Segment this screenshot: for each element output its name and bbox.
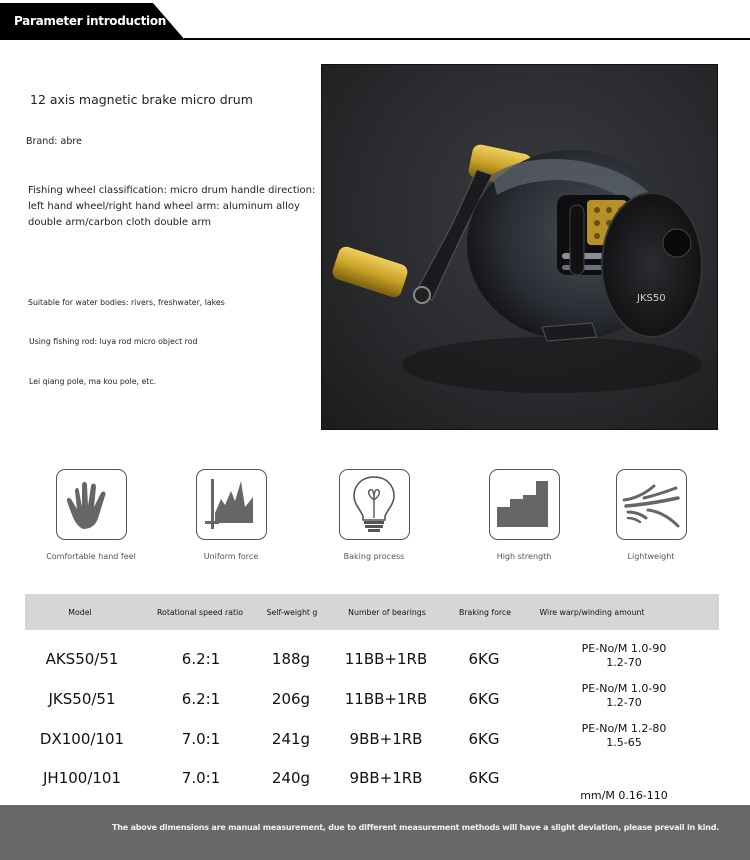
cell-ratio: 7.0:1 [181,730,221,748]
cell-bearings: 9BB+1RB [349,769,423,787]
column-header-weight: Self-weight g [266,608,318,617]
svg-text:JKS50: JKS50 [637,293,666,304]
cell-model: DX100/101 [39,730,125,748]
spec-classification: Fishing wheel classification: micro drum handle direction: left hand wheel/right hand wheel arm: aluminum alloy double arm/carbon cloth double arm [28,185,316,228]
cell-weight: 188g [271,650,311,668]
feature-uniform-force [171,469,291,561]
cell-wire-line-1: PE-No/M 1.0-90 [581,682,667,695]
cell-wire [582,642,667,670]
footer-note: The above dimensions are manual measurement, due to different measurement methods will have a slight deviation, please prevail in kind. [112,823,720,832]
cell-wire-line-2: 1.5-65 [606,736,642,749]
cell-model: JH100/101 [42,769,122,787]
wind-lines-icon [620,480,682,530]
header-divider [184,38,750,40]
cell-wire [582,682,667,710]
feature-icon-box [339,469,410,540]
fishing-reel-illustration [322,65,718,430]
cell-braking: 6KG [468,730,500,748]
spec-fishing-rod: Using fishing rod: luya rod micro object rod [29,337,198,346]
feature-comfortable-hand-feel [31,469,151,561]
header-title: Parameter introduction [14,14,167,28]
feature-baking-process [314,469,434,561]
cell-wire [582,722,667,750]
feature-icon-box [196,469,267,540]
lightbulb-icon [349,474,399,536]
cell-weight: 240g [271,769,311,787]
column-header-wire: Wire warp/winding amount [539,608,645,617]
cell-ratio: 7.0:1 [181,769,221,787]
feature-high-strength [464,469,584,561]
cell-braking: 6KG [468,769,500,787]
column-header-bearings: Number of bearings [348,608,426,617]
feature-lightweight [591,469,711,561]
spec-brand: Brand: abre [26,136,82,147]
cell-weight: 206g [271,690,311,708]
spec-table-header [25,594,719,630]
cell-wire-line-1: PE-No/M 1.2-80 [581,722,667,735]
spec-poles: Lei qiang pole, ma kou pole, etc. [29,377,157,386]
column-header-model: Model [68,608,92,617]
column-header-braking: Braking force [458,608,512,617]
feature-label: High strength [496,552,552,561]
cell-wire-line-1: PE-No/M 1.0-90 [581,642,667,655]
hand-icon [63,477,119,533]
stairs-icon [494,477,554,533]
cell-model: JKS50/51 [48,690,116,708]
cell-braking: 6KG [468,650,500,668]
cell-bearings: 9BB+1RB [349,730,423,748]
table-row [0,680,750,720]
cell-bearings: 11BB+1RB [344,650,428,668]
table-row [0,640,750,680]
feature-label: Uniform force [203,552,259,561]
cell-wire-line-2: 1.2-70 [606,656,642,669]
section-header [0,0,750,42]
cell-weight: 241g [271,730,311,748]
table-row [0,759,750,802]
feature-icon-box [489,469,560,540]
cell-model: AKS50/51 [45,650,119,668]
column-header-ratio: Rotational speed ratio [156,608,244,617]
product-title: 12 axis magnetic brake micro drum [30,92,253,107]
table-row [0,720,750,760]
cell-ratio: 6.2:1 [181,690,221,708]
spec-water-bodies: Suitable for water bodies: rivers, freshwater, lakes [28,298,225,307]
feature-icon-box [56,469,127,540]
force-chart-icon [201,475,261,535]
feature-label: Comfortable hand feel [46,552,136,561]
feature-label: Baking process [343,552,405,561]
cell-bearings: 11BB+1RB [344,690,428,708]
cell-wire-line-2: 1.2-70 [606,696,642,709]
cell-ratio: 6.2:1 [181,650,221,668]
cell-braking: 6KG [468,690,500,708]
cell-wire-line-1: mm/M 0.16-110 [580,789,668,802]
feature-icon-box [616,469,687,540]
footer-note-bar [0,805,750,860]
product-photo [321,64,718,430]
feature-label: Lightweight [627,552,675,561]
